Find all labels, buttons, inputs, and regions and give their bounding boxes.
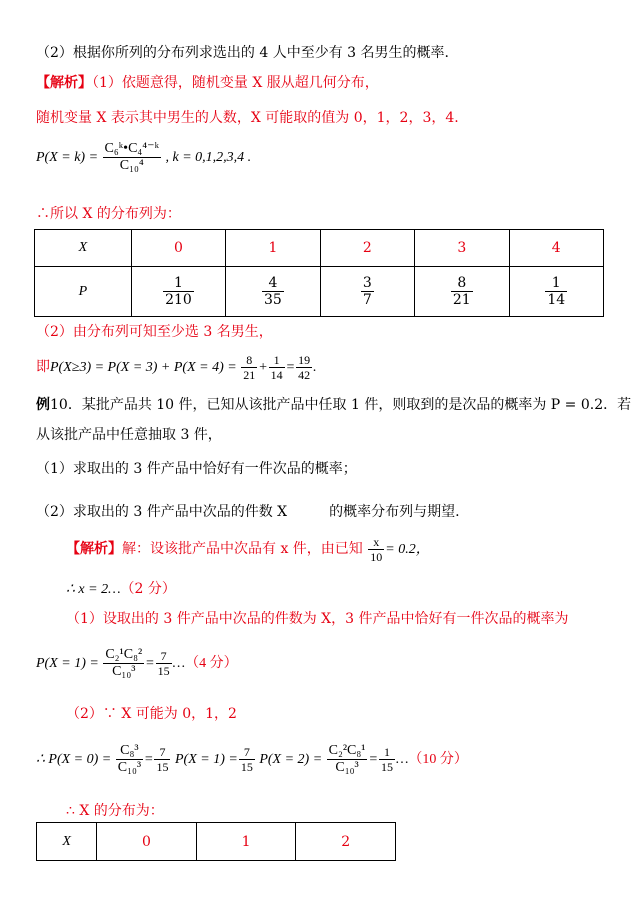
fraction: $\frac{1}{15}$ [380, 745, 393, 775]
score-4: （4 分） [185, 656, 238, 671]
example-question-1: （1）求取出的 3 件产品中恰好有一件次品的概率； [36, 461, 357, 477]
x-equals-line [66, 578, 176, 601]
x-value: 2 [296, 823, 396, 861]
x-value: 1 [226, 230, 320, 267]
row-label-x: X [35, 230, 132, 267]
ellipsis: … [395, 752, 409, 767]
solution2-part2-text: （2）∵ X 可能为 0，1，2 [66, 706, 237, 722]
fraction: $\frac{7}{15}$ [240, 745, 253, 775]
part2-equation [36, 351, 317, 385]
solution2-part1-text: （1）设取出的 3 件产品中次品的件数为 X，3 件产品中恰好有一件次品的概率为 [66, 611, 569, 627]
part2-probabilities [36, 741, 468, 779]
solution-tag: 【解析】 [66, 541, 122, 557]
fraction: $\frac{7}{15}$ [156, 745, 169, 775]
fraction: $\frac{\text{C₂¹C₈²}}{\text{C₁₀³}}$ [105, 647, 143, 680]
example-text-a: 10．某批产品共 10 件，已知从该批产品中任取 1 件，则取到的是次品的概率为 P = 0.2．若 [50, 397, 632, 413]
distribution-intro: ∴所以 X 的分布列为： [36, 206, 181, 222]
p-value: $\frac{3}{7}$ [320, 267, 414, 317]
x-equals: ∴ x = 2… [66, 582, 121, 597]
equals-sign: = [144, 752, 154, 767]
score-10: （10 分） [408, 752, 468, 767]
formula-numerator: C₆ᵏ•C₄⁴⁻ᵏ [104, 141, 159, 157]
x-value: 3 [415, 230, 509, 267]
x-value: 2 [320, 230, 414, 267]
fraction: $\frac{7}{15}$ [157, 649, 170, 679]
distribution-table-2 [36, 822, 396, 861]
plus-sign: + [258, 360, 268, 375]
p-value: $\frac{1}{14}$ [509, 267, 604, 317]
x-value: 4 [509, 230, 604, 267]
formula-lhs: P(X = k) = [36, 150, 99, 165]
solution1-text-a: （1）依题意得，随机变量 X 服从超几何分布， [92, 75, 379, 91]
p-value: $\frac{1}{210}$ [131, 267, 225, 317]
row-label-x: X [37, 823, 97, 861]
example-text-b: 从该批产品中任意抽取 3 件， [36, 427, 222, 443]
equals-sign: = [285, 360, 296, 375]
example-line-a [36, 394, 631, 416]
solution2-text: 解：设该批产品中次品有 x 件，由已知 [122, 541, 363, 557]
formula-rhs: , k = 0,1,2,3,4 . [165, 150, 252, 165]
row-label-p: P [35, 267, 132, 317]
solution-tag: 【解析】 [36, 75, 92, 91]
distribution-table-1 [34, 229, 604, 317]
p2-b-lhs: P(X = 1) = [174, 752, 238, 767]
part2-prefix: 即 [36, 360, 50, 375]
part2-text: （2）由分布列可知至少选 3 名男生， [36, 324, 273, 340]
example-label: 例 [36, 397, 50, 413]
question-part2: （2）根据你所列的分布列求选出的 4 人中至少有 3 名男生的概率. [36, 45, 449, 61]
x-value: 0 [97, 823, 197, 861]
p2-a-lhs: ∴ P(X = 0) = [36, 752, 112, 767]
table-row-x [37, 823, 396, 861]
formula-denominator: C₁₀⁴ [119, 158, 144, 174]
table-row-x [35, 230, 604, 267]
part2-eq-lhs: P(X≥3) = P(X = 3) + P(X = 4) = [50, 360, 237, 375]
fraction: $\frac{\text{C₂²C₈¹}}{\text{C₁₀³}}$ [328, 743, 366, 776]
solution1-text-b: 随机变量 X 表示其中男生的人数，X 可能取的值为 0，1，2，3，4. [36, 110, 459, 126]
period: . [313, 360, 317, 375]
fraction: $\frac{\text{C₈³}}{\text{C₁₀³}}$ [117, 743, 142, 776]
solution2-rhs: = 0.2， [385, 542, 430, 557]
p-value: $\frac{8}{21}$ [415, 267, 509, 317]
p2-c-lhs: P(X = 2) = [259, 752, 323, 767]
formula-fraction [103, 141, 161, 174]
example-question-2: （2）求取出的 3 件产品中次品的件数 X 的概率分布列与期望. [36, 504, 460, 520]
part1-probability [36, 645, 238, 683]
distribution-intro-2: ∴ X 的分布为： [66, 803, 164, 819]
hypergeometric-formula [36, 141, 251, 175]
fraction: $\frac{1}{14}$ [270, 353, 283, 383]
x-value: 1 [196, 823, 296, 861]
fraction: $\frac{x}{10}$ [370, 534, 383, 564]
score-2: （2 分） [120, 581, 176, 597]
equals-sign: = [368, 752, 378, 767]
equals-sign: = [145, 656, 155, 671]
p-value: $\frac{4}{35}$ [226, 267, 320, 317]
table-row-p [35, 267, 604, 317]
ellipsis: … [172, 656, 186, 671]
x-value: 0 [131, 230, 225, 267]
p1-lhs: P(X = 1) = [36, 656, 99, 671]
solution1-line-a [36, 72, 379, 94]
solution2-line [66, 532, 430, 567]
fraction: $\frac{8}{21}$ [243, 353, 256, 383]
fraction: $\frac{19}{42}$ [298, 353, 311, 383]
